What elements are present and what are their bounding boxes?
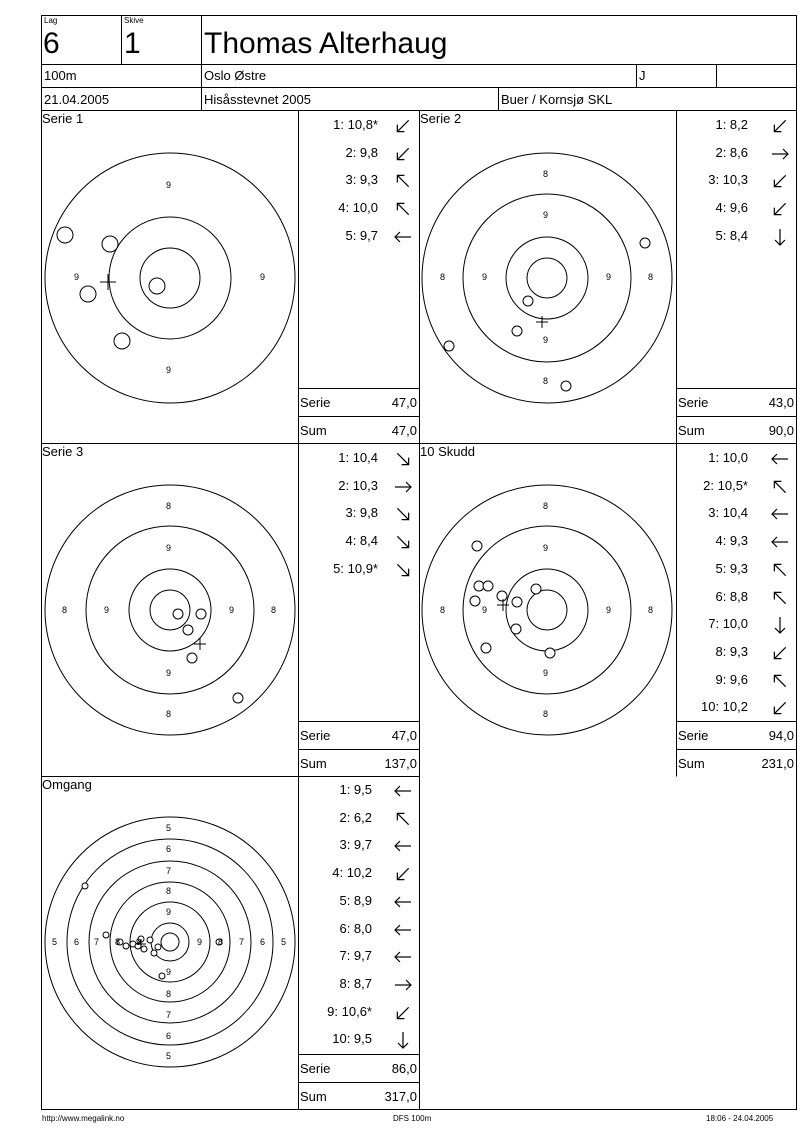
shot-value: 3: 10,4 [708, 505, 748, 521]
serie-total: 47,0 [391, 728, 417, 743]
shot-hole [512, 326, 522, 336]
serie-label: Serie [678, 395, 709, 410]
ring-label: 9 [166, 543, 172, 553]
ring-label: 9 [166, 967, 172, 977]
shot-value: 8: 9,3 [715, 643, 748, 659]
ring-label: 8 [166, 989, 172, 999]
target-omgang [45, 817, 295, 1067]
distance: 100m [44, 68, 77, 83]
arrow-down-left-icon [770, 199, 790, 219]
serie-total: 86,0 [391, 1061, 417, 1076]
shot-hole [497, 591, 507, 601]
ring-label: 7 [166, 866, 172, 876]
ring-label: 9 [543, 543, 549, 553]
arrow-left-icon [393, 781, 413, 801]
target-10-skudd [422, 485, 672, 735]
panel-title: Serie 3 [42, 444, 84, 459]
shooter-name: Thomas Alterhaug [204, 27, 448, 60]
ring-label: 9 [482, 605, 488, 615]
shot-hole [531, 584, 541, 594]
arrow-left-icon [393, 892, 413, 912]
shot-value: 1: 8,2 [715, 117, 748, 132]
shot-value: 8: 8,7 [339, 975, 372, 991]
shot-value: 5: 8,4 [715, 227, 748, 243]
ring-label: 9 [197, 937, 203, 947]
shot-hole [149, 278, 165, 294]
sum-label: Sum [300, 1089, 327, 1104]
shot-hole [196, 609, 206, 619]
venue: Buer / Kornsjø SKL [501, 92, 613, 107]
shot-value: 5: 9,3 [715, 560, 748, 576]
target-serie-3 [45, 485, 295, 735]
arrow-right-icon [393, 975, 413, 995]
shot-value: 9: 10,6* [327, 1003, 372, 1019]
shot-value: 2: 8,6 [715, 144, 748, 160]
arrow-left-icon [393, 920, 413, 940]
arrow-up-left-icon [393, 171, 413, 191]
ring-label: 8 [166, 501, 172, 511]
ring-label: 8 [271, 605, 277, 615]
sum-total: 317,0 [384, 1089, 417, 1104]
ring-label: 8 [440, 272, 446, 282]
shot-value: 4: 8,4 [345, 533, 378, 549]
shot-hole [481, 643, 491, 653]
serie-total: 47,0 [391, 395, 417, 410]
shot-hole [470, 596, 480, 606]
ring-label: 8 [166, 709, 172, 719]
arrow-right-icon [393, 477, 413, 497]
shot-value: 4: 9,3 [715, 533, 748, 549]
ring-label: 9 [606, 272, 612, 282]
ring-label: 8 [62, 605, 68, 615]
arrow-down-left-icon [393, 1003, 413, 1023]
shot-hole [640, 238, 650, 248]
serie-label: Serie [300, 728, 331, 743]
shot-value: 4: 10,2 [332, 865, 372, 881]
shot-hole [472, 541, 482, 551]
ring-label: 9 [543, 335, 549, 345]
arrow-up-left-icon [393, 199, 413, 219]
ring-label: 9 [136, 937, 142, 947]
shot-value: 5: 10,9* [333, 560, 378, 576]
shot-hole [155, 944, 161, 950]
ring-label: 9 [166, 668, 172, 678]
skive-value: 1 [124, 27, 141, 60]
shot-value: 6: 8,0 [339, 920, 372, 936]
shot-value: 9: 9,6 [715, 671, 748, 687]
ring-label: 8 [166, 886, 172, 896]
ring-label: 8 [218, 937, 224, 947]
shot-hole [173, 609, 183, 619]
ring-label: 8 [115, 937, 121, 947]
arrow-up-left-icon [770, 671, 790, 691]
shot-value: 2: 10,5* [703, 477, 748, 493]
ring-label: 5 [166, 1051, 172, 1061]
shot-value: 2: 10,3 [338, 477, 378, 493]
shot-hole [512, 597, 522, 607]
date: 21.04.2005 [44, 92, 110, 107]
shot-hole [159, 973, 165, 979]
shot-hole [187, 653, 197, 663]
sum-total: 231,0 [761, 756, 794, 771]
shot-value: 6: 8,8 [715, 588, 748, 604]
shot-value: 3: 9,3 [345, 172, 378, 188]
arrow-left-icon [770, 532, 790, 552]
sum-label: Sum [300, 423, 327, 438]
shot-hole [151, 950, 157, 956]
ring-label: 6 [260, 937, 266, 947]
ring-label: 8 [543, 376, 549, 386]
shot-hole [545, 648, 555, 658]
ring-label: 7 [166, 1010, 172, 1020]
arrow-left-icon [393, 836, 413, 856]
arrow-left-icon [770, 504, 790, 524]
shot-hole [183, 625, 193, 635]
shot-hole [102, 236, 118, 252]
shot-value: 1: 9,5 [339, 782, 372, 797]
shot-hole [147, 937, 153, 943]
target-serie-2 [422, 153, 672, 403]
shot-value: 5: 9,7 [345, 227, 378, 243]
ring-label: 8 [440, 605, 446, 615]
arrow-down-icon [770, 615, 790, 635]
arrow-up-left-icon [770, 560, 790, 580]
shot-hole [511, 624, 521, 634]
shot-hole [483, 581, 493, 591]
arrow-down-right-icon [393, 532, 413, 552]
shot-hole [123, 943, 129, 949]
shot-value: 7: 9,7 [339, 948, 372, 964]
shot-value: 10: 10,2 [701, 699, 748, 715]
ring-label: 7 [239, 937, 245, 947]
shot-value: 2: 9,8 [345, 144, 378, 160]
shot-hole [233, 693, 243, 703]
lag-value: 6 [43, 27, 60, 60]
shot-value: 1: 10,4 [338, 450, 378, 465]
shot-value: 3: 9,7 [339, 837, 372, 853]
ring-label: 9 [166, 907, 172, 917]
shot-value: 10: 9,5 [332, 1031, 372, 1047]
footer-program: DFS 100m [393, 1114, 432, 1123]
arrow-down-left-icon [770, 116, 790, 136]
ring-label: 9 [606, 605, 612, 615]
event: Hisåsstevnet 2005 [204, 92, 311, 107]
shot-hole [561, 381, 571, 391]
shot-value: 2: 6,2 [339, 809, 372, 825]
sum-total: 47,0 [391, 423, 417, 438]
ring-label: 9 [482, 272, 488, 282]
serie-total: 94,0 [768, 728, 794, 743]
shot-value: 1: 10,8* [333, 117, 378, 132]
shot-value: 5: 8,9 [339, 892, 372, 908]
ring-label: 8 [648, 272, 654, 282]
ring-label: 5 [52, 937, 58, 947]
sum-total: 90,0 [768, 423, 794, 438]
panel-title: 10 Skudd [420, 444, 475, 459]
footer-url[interactable]: http://www.megalink.no [42, 1114, 125, 1123]
ring-label: 8 [543, 709, 549, 719]
shot-hole [114, 333, 130, 349]
shot-hole [103, 932, 109, 938]
club: Oslo Østre [204, 68, 267, 83]
arrow-down-right-icon [393, 449, 413, 469]
sum-label: Sum [300, 756, 327, 771]
arrow-down-left-icon [393, 116, 413, 136]
sum-total: 137,0 [384, 756, 417, 771]
shot-value: 3: 10,3 [708, 172, 748, 188]
shot-value: 4: 9,6 [715, 200, 748, 216]
serie-total: 43,0 [768, 395, 794, 410]
arrow-left-icon [393, 947, 413, 967]
ring-label: 6 [166, 1031, 172, 1041]
arrow-down-right-icon [393, 560, 413, 580]
panel-title: Omgang [42, 777, 92, 792]
ring-label: 9 [229, 605, 235, 615]
panel-title: Serie 1 [42, 111, 84, 126]
serie-label: Serie [678, 728, 709, 743]
shot-value: 4: 10,0 [338, 200, 378, 216]
ring-label: 9 [543, 210, 549, 220]
arrow-up-left-icon [393, 809, 413, 829]
ring-label: 9 [166, 365, 172, 375]
ring-label: 9 [166, 180, 172, 190]
arrow-down-right-icon [393, 504, 413, 524]
arrow-up-left-icon [770, 477, 790, 497]
shot-value: 1: 10,0 [708, 450, 748, 465]
class: J [639, 68, 646, 83]
ring-label: 5 [166, 823, 172, 833]
shot-hole [444, 341, 454, 351]
arrow-down-left-icon [770, 698, 790, 718]
sum-label: Sum [678, 423, 705, 438]
skive-label: Skive [124, 16, 144, 25]
arrow-up-left-icon [770, 588, 790, 608]
panel-title: Serie 2 [420, 111, 462, 126]
arrow-down-icon [393, 1030, 413, 1050]
arrow-down-left-icon [393, 864, 413, 884]
ring-label: 8 [543, 501, 549, 511]
serie-label: Serie [300, 1061, 331, 1076]
ring-label: 8 [648, 605, 654, 615]
arrow-down-left-icon [770, 171, 790, 191]
shot-hole [82, 883, 88, 889]
ring-label: 9 [104, 605, 110, 615]
ring-label: 8 [543, 169, 549, 179]
ring-label: 5 [281, 937, 287, 947]
shot-value: 3: 9,8 [345, 505, 378, 521]
arrow-down-left-icon [393, 144, 413, 164]
ring-label: 7 [94, 937, 100, 947]
shot-hole [57, 227, 73, 243]
sum-label: Sum [678, 756, 705, 771]
shot-hole [523, 296, 533, 306]
footer-printed: 18:06 - 24.04.2005 [706, 1114, 774, 1123]
ring-label: 9 [543, 668, 549, 678]
ring-label: 6 [74, 937, 80, 947]
shot-hole [80, 286, 96, 302]
arrow-left-icon [393, 227, 413, 247]
arrow-left-icon [770, 449, 790, 469]
serie-label: Serie [300, 395, 331, 410]
arrow-down-icon [770, 227, 790, 247]
ring-label: 6 [166, 844, 172, 854]
lag-label: Lag [44, 16, 58, 25]
ring-label: 9 [74, 272, 80, 282]
shot-value: 7: 10,0 [708, 616, 748, 632]
arrow-right-icon [770, 144, 790, 164]
shot-hole [141, 946, 147, 952]
arrow-down-left-icon [770, 643, 790, 663]
ring-label: 9 [260, 272, 266, 282]
